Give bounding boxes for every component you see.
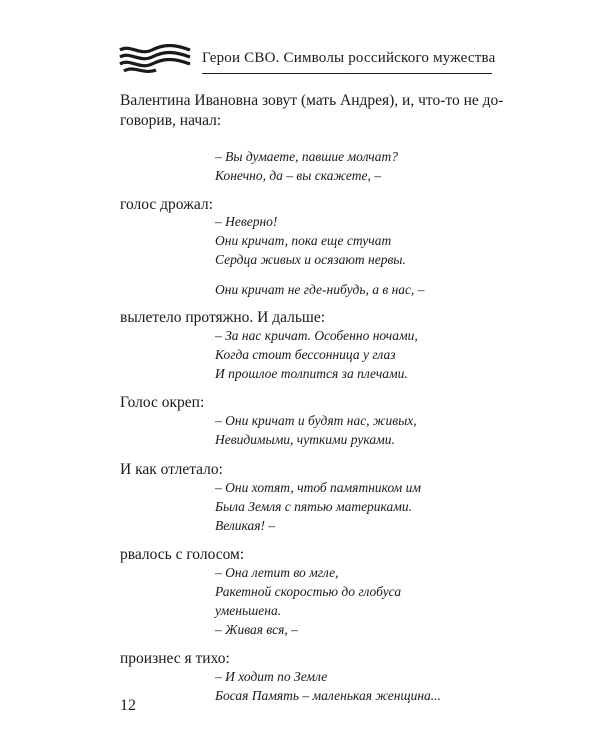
flag-wave-logo (118, 44, 192, 74)
prose-line: рвалось с голосом: (120, 546, 245, 563)
verse-line: Великая! – (215, 518, 276, 533)
verse-line: уменьшена. (215, 603, 282, 618)
verse-line: Босая Память – маленькая женщина... (215, 688, 441, 703)
verse-line: Невидимыми, чуткими руками. (215, 432, 395, 447)
verse-line: – Они кричат и будят нас, живых, (215, 413, 417, 428)
prose-line: говорив, начал: (120, 112, 222, 129)
prose-line: вылетело протяжно. И дальше: (120, 309, 326, 326)
verse-line: – Она летит во мгле, (215, 565, 339, 580)
verse-line: – Неверно! (215, 214, 278, 229)
verse-line: Конечно, да – вы скажете, – (215, 168, 381, 183)
prose-line: Голос окреп: (120, 394, 205, 411)
prose-line: Валентина Ивановна зовут (мать Андрея), и, что-то не до- (120, 92, 504, 109)
verse-line: – Вы думаете, павшие молчат? (215, 149, 398, 164)
verse-line: Когда стоит бессонница у глаз (215, 347, 396, 362)
verse-line: – Они хотят, чтоб памятником им (215, 480, 422, 495)
page-number: 12 (120, 697, 136, 714)
verse-line: Они кричат, пока еще стучат (215, 233, 392, 248)
running-header-title: Герои СВО. Символы российского мужества (202, 50, 496, 66)
verse-line: Ракетной скоростью до глобуса (215, 584, 402, 599)
running-header (118, 40, 496, 80)
verse-line: Они кричат не где-нибудь, а в нас, – (215, 282, 425, 297)
header-rule (202, 73, 492, 74)
verse-line: – За нас кричат. Особенно ночами, (215, 328, 418, 343)
verse-line: Была Земля с пятью материками. (215, 499, 413, 514)
verse-line: Сердца живых и осязают нервы. (215, 252, 406, 267)
verse-line: – И ходит по Земле (215, 669, 328, 684)
verse-line: И прошлое толпится за плечами. (215, 366, 408, 381)
prose-line: голос дрожал: (120, 196, 213, 213)
prose-line: И как отлетало: (120, 461, 223, 478)
prose-line: произнес я тихо: (120, 650, 230, 667)
verse-line: – Живая вся, – (215, 622, 298, 637)
